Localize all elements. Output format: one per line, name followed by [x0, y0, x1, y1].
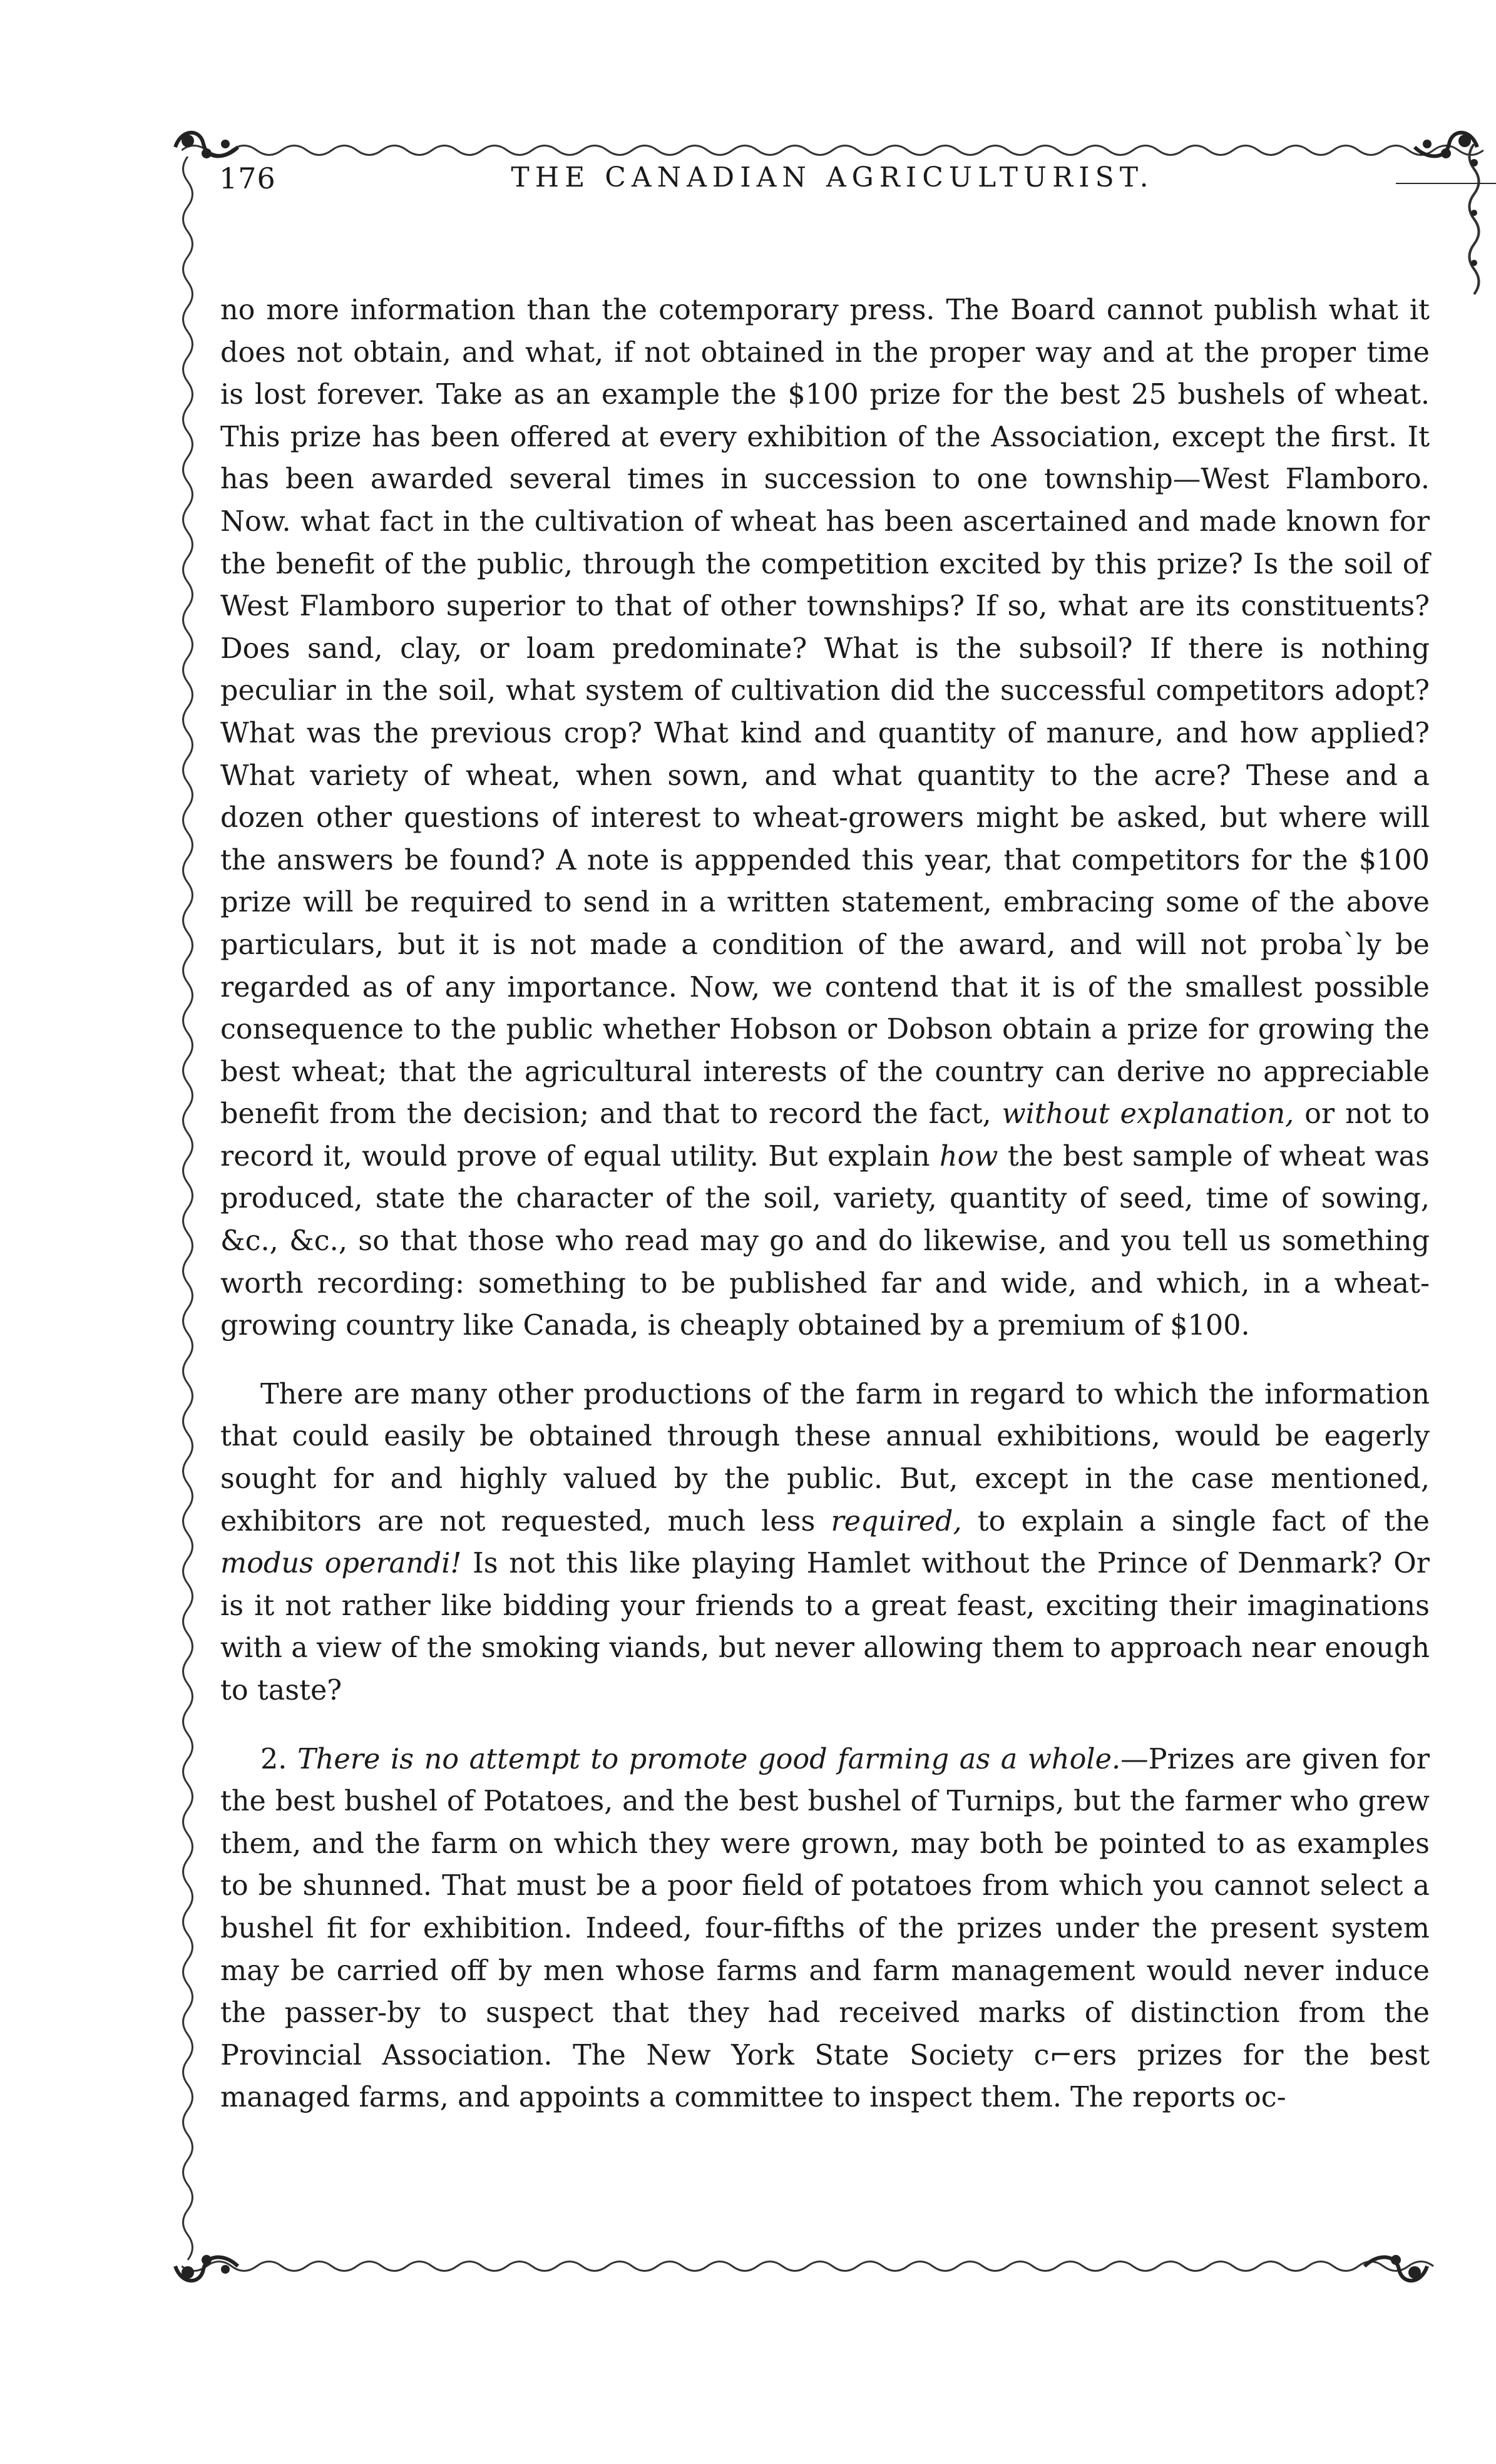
text-span: or not to record it, would prove of equal utility. But explain [220, 1098, 1430, 1173]
right-ornament-border [1458, 144, 1490, 307]
text-span: —Prizes are given for the best bushel of Potatoes, and the best bushel of Turnips, but the farmer who grew them, and the farm on which they were grown, may both be pointed to as examples to be shunned. That must be a poor field of potatoes from which you cannot select a bushel fit for exhibition. Indeed, four-fifths of the prizes under the present system may be carried off by men whose farms and farm management would never induce the passer-by to suspect that they had received marks of distinction from the Provincial Association. The New York State Society c⌐ers prizes for the best managed farms, and appoints a committee to inspect them. The reports oc- [220, 1743, 1430, 2114]
paragraph [220, 1373, 1430, 1712]
text-span: no more information than the cotemporary press. The Board cannot publish what it does not obtain, and what, if not obtained in the proper way and at the proper time is lost forever. Take as an example the $100 prize for the best 25 bushels of wheat. This prize has been offered at every exhibition of the Association, except the first. It has been awarded several times in succession to one township—West Flamboro. Now. what fact in the cultivation of wheat has been ascertained and made known for the benefit of the public, through the competition excited by this prize? Is the soil of West Flamboro superior to that of other townships? If so, what are its constituents? Does sand, clay, or loam predominate? What is the subsoil? If there is nothing peculiar in the soil, what system of cultivation did the successful competitors adopt? What was the previous crop? What kind and quantity of manure, and how applied? What variety of wheat, when sown, and what quantity to the acre? These and a dozen other questions of interest to wheat-growers might be asked, but where will the answers be found? A note is apppended this year, that competitors for the $100 prize will be required to send in a written statement, embracing some of the above particulars, but it is not made a condition of the award, and will not proba`ly be regarded as of any importance. Now, we contend that it is of the smallest possible consequence to the public whether Hobson or Dobson obtain a prize for growing the best wheat; that the agricultural interests of the country can derive no appreciable benefit from the decision; and that to record the fact, [220, 294, 1430, 1131]
italic-text-span: modus operandi! [220, 1548, 462, 1580]
text-span: There are many other productions of the farm in regard to which the information that could easily be obtained through these annual exhibitions, would be eagerly sought for and highly valued by the public. But, except in the case mentioned, exhibitors are not requested, much less [220, 1378, 1430, 1537]
running-title: THE CANADIAN AGRICULTURIST. [511, 162, 1154, 193]
text-span: to explain a single fact of the [961, 1505, 1430, 1537]
text-span: 2. [260, 1743, 298, 1775]
paragraph [220, 1738, 1430, 2119]
left-ornament-border [175, 157, 200, 2272]
bottom-ornament-border [182, 2254, 1483, 2279]
page-number: 176 [219, 162, 276, 195]
italic-text-span: how [939, 1140, 998, 1173]
text-span: the best sample of wheat was produced, state the character of the soil, variety, quantity of seed, time of sowing, &c., &c., so that those who read may go and do likewise, and you tell us something worth recording: something to be published far and wide, and which, in a wheat-growing country like Canada, is cheaply obtained by a premium of $100. [220, 1140, 1430, 1342]
italic-text-span: without explanation, [1002, 1098, 1294, 1131]
bottom-left-flourish [169, 2241, 244, 2291]
article-body [220, 289, 1430, 2119]
italic-text-span: required, [831, 1505, 962, 1537]
running-header [219, 162, 1446, 218]
text-span: Is not this like playing Hamlet without the Prince of Denmark? Or is it not rather like bidding your friends to a great feast, exciting their imaginations with a view of the smoking viands, but never allowing them to approach near enough to taste? [220, 1548, 1430, 1707]
bottom-right-flourish [1358, 2241, 1433, 2291]
top-ornament-border [182, 138, 1483, 163]
header-rule [1396, 183, 1496, 184]
italic-text-span: There is no attempt to promote good farming as a whole. [297, 1743, 1121, 1775]
paragraph [220, 289, 1430, 1347]
